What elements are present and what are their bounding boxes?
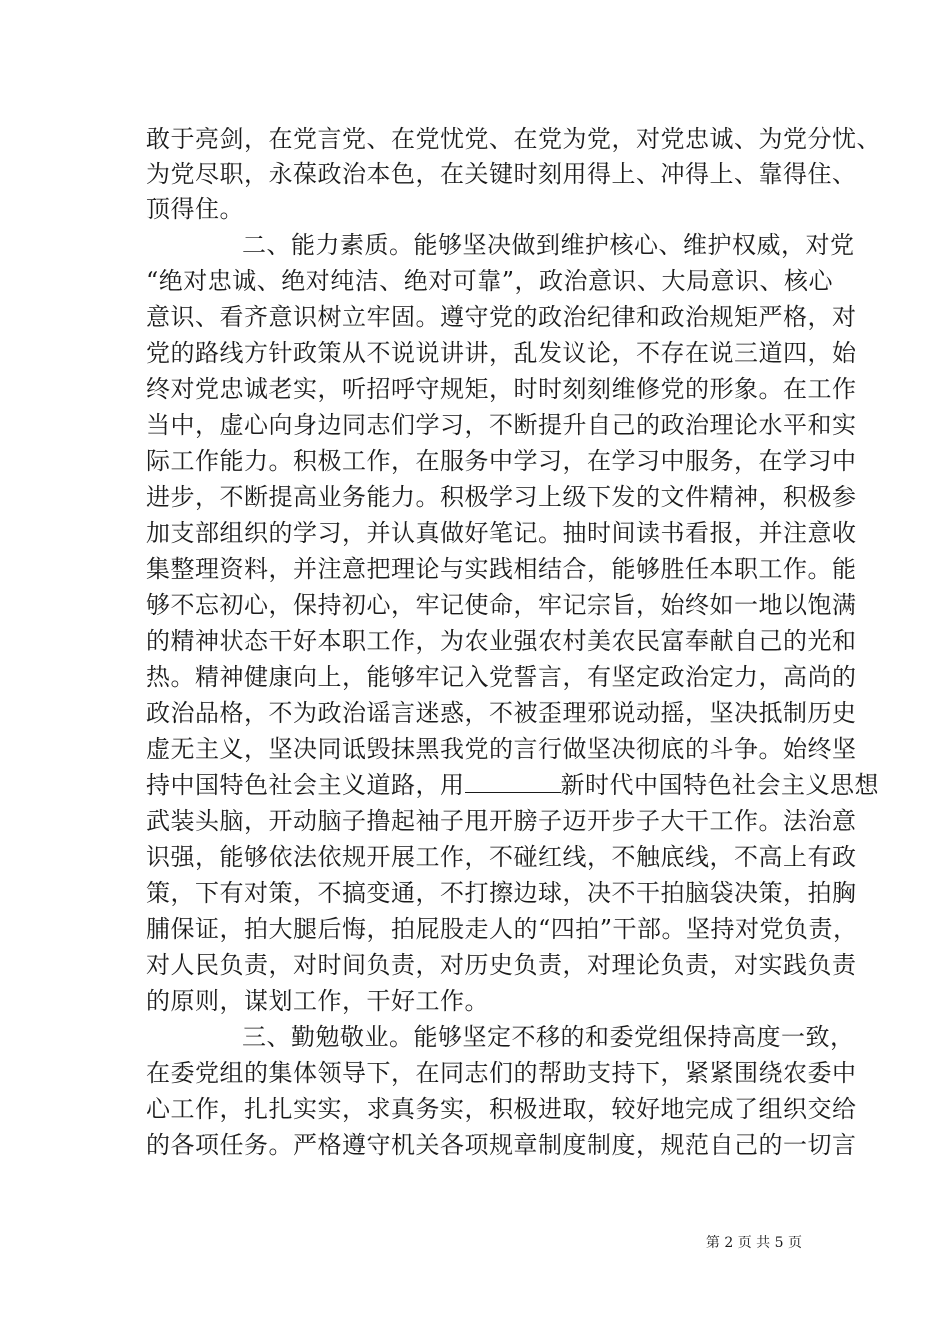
body-line: 的原则，谋划工作，干好工作。 xyxy=(146,987,489,1015)
fill-in-blank xyxy=(465,770,561,793)
body-line: 在委党组的集体领导下，在同志们的帮助支持下，紧紧围绕农委中 xyxy=(146,1059,857,1087)
body-line: 够不忘初心，保持初心，牢记使命，牢记宗旨，始终如一地以饱满 xyxy=(146,591,857,619)
body-line: 热。精神健康向上，能够牢记入党誓言，有坚定政治定力，高尚的 xyxy=(146,663,857,691)
body-line: 虚无主义，坚决同诋毁抹黑我党的言行做坚决彻底的斗争。始终坚 xyxy=(146,735,857,763)
body-line: 为党尽职，永葆政治本色，在关键时刻用得上、冲得上、靠得住、 xyxy=(146,160,857,188)
body-line: 当中，虚心向身边同志们学习，不断提升自己的政治理论水平和实 xyxy=(146,411,857,439)
body-line: 敢于亮剑，在党言党、在党忧党、在党为党，对党忠诚、为党分忧、 xyxy=(146,125,881,153)
body-line: 对人民负责，对时间负责，对历史负责，对理论负责，对实践负责 xyxy=(146,951,857,979)
body-line: 政治品格，不为政治谣言迷惑，不被歪理邪说动摇，坚决抵制历史 xyxy=(146,699,857,727)
body-line: “绝对忠诚、绝对纯洁、绝对可靠”，政治意识、大局意识、核心 xyxy=(146,267,834,295)
body-line: 策，下有对策，不搞变通，不打擦边球，决不干拍脑袋决策，拍胸 xyxy=(146,879,857,907)
body-line: 终对党忠诚老实，听招呼守规矩，时时刻刻维修党的形象。在工作 xyxy=(146,375,857,403)
body-line: 意识、看齐意识树立牢固。遵守党的政治纪律和政治规矩严格，对 xyxy=(146,303,857,331)
body-line: 脯保证，拍大腿后悔，拍屁股走人的“四拍”干部。坚持对党负责， xyxy=(146,915,858,943)
page-number-footer: 第 2 页 共 5 页 xyxy=(705,1235,802,1251)
section-heading-line: 二、能力素质。能够坚决做到维护核心、维护权威，对党 xyxy=(242,231,855,259)
body-line: 党的路线方针政策从不说说讲讲，乱发议论，不存在说三道四，始 xyxy=(146,339,857,367)
section-heading-line: 三、勤勉敬业。能够坚定不移的和委党组保持高度一致， xyxy=(242,1023,855,1051)
line-segment: 新时代中国特色社会主义思想 xyxy=(560,771,879,799)
body-line: 武装头脑，开动脑子撸起袖子甩开膀子迈开步子大干工作。法治意 xyxy=(146,807,857,835)
body-line: 顶得住。 xyxy=(146,195,244,223)
body-line: 加支部组织的学习，并认真做好笔记。抽时间读书看报，并注意收 xyxy=(146,519,857,547)
body-line: 的各项任务。严格遵守机关各项规章制度制度，规范自己的一切言 xyxy=(146,1131,857,1159)
body-line-with-blank xyxy=(146,770,879,800)
body-line: 集整理资料，并注意把理论与实践相结合，能够胜任本职工作。能 xyxy=(146,555,857,583)
body-line: 心工作，扎扎实实，求真务实，积极进取，较好地完成了组织交给 xyxy=(146,1095,857,1123)
line-segment: 持中国特色社会主义道路，用 xyxy=(146,771,465,799)
body-line: 际工作能力。积极工作，在服务中学习，在学习中服务，在学习中 xyxy=(146,447,857,475)
body-line: 的精神状态干好本职工作，为农业强农村美农民富奉献自己的光和 xyxy=(146,627,857,655)
body-line: 识强，能够依法依规开展工作，不碰红线，不触底线，不高上有政 xyxy=(146,843,857,871)
body-line: 进步，不断提高业务能力。积极学习上级下发的文件精神，积极参 xyxy=(146,483,857,511)
